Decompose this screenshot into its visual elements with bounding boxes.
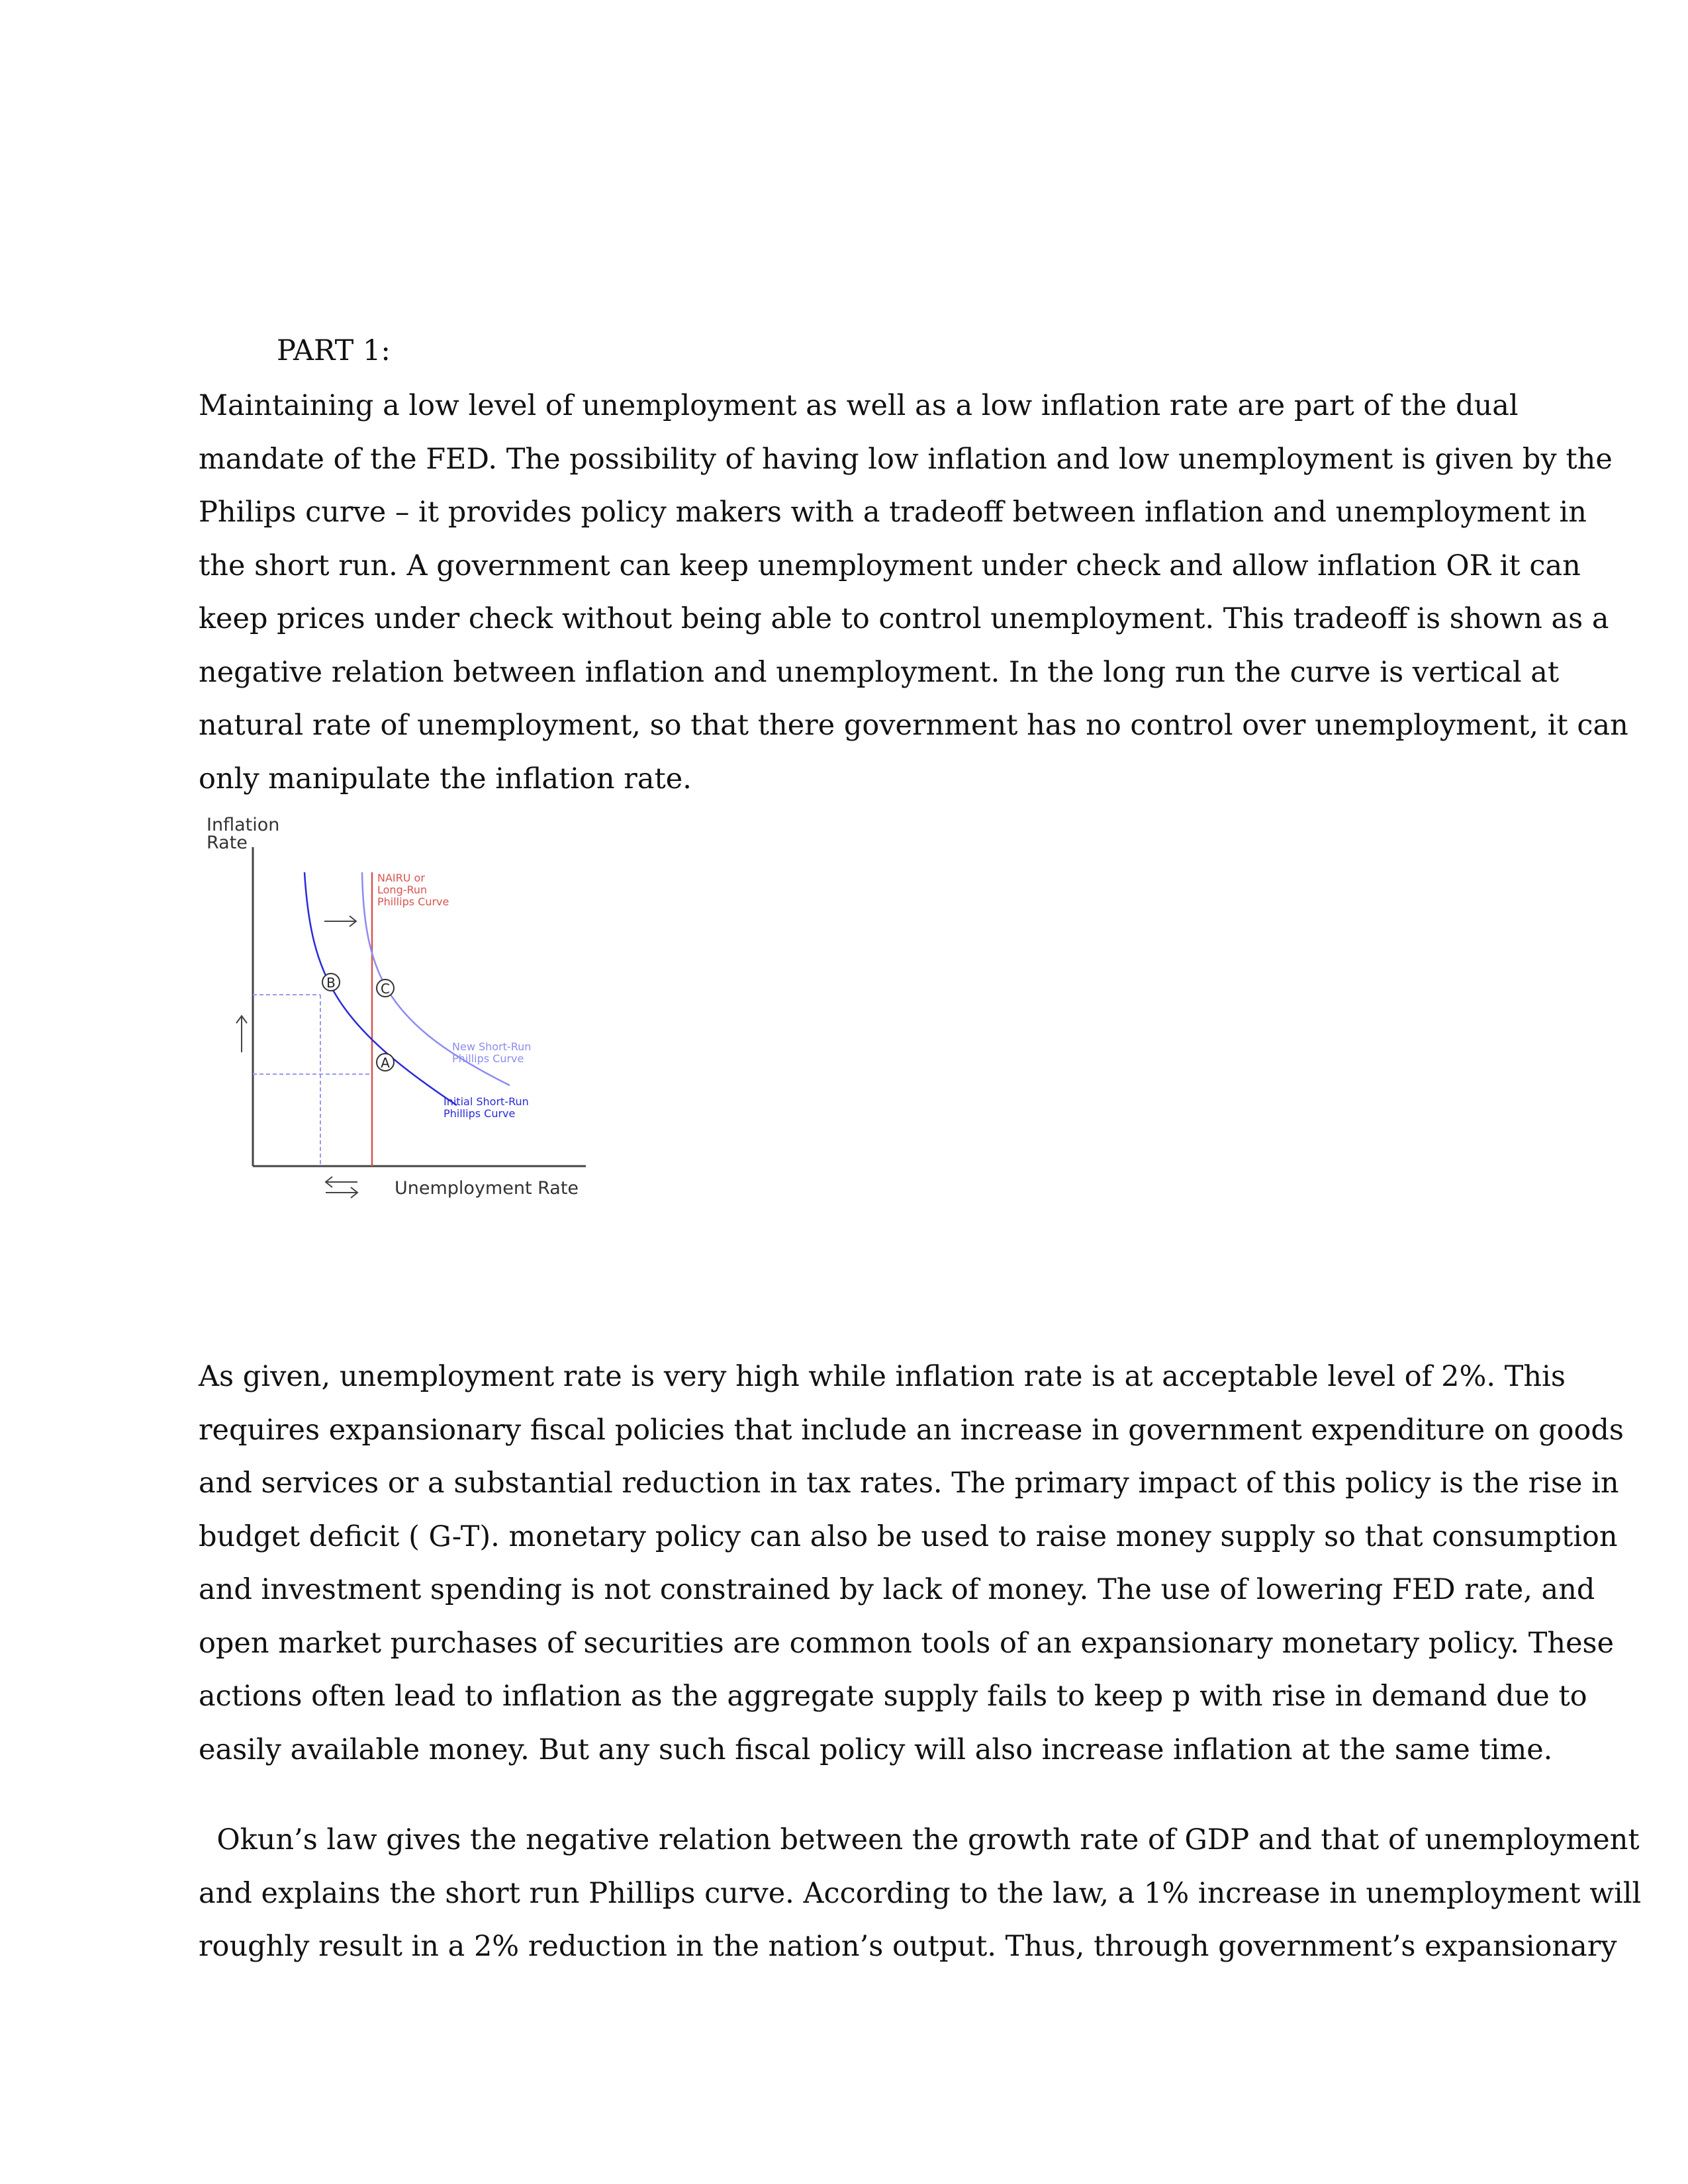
text-line: natural rate of unemployment, so that there government has no control over unemployment, it can — [199, 709, 1628, 742]
text-line: budget deficit ( G-T). monetary policy can also be used to raise money supply so that consumption — [199, 1520, 1618, 1553]
up-arrow-icon — [236, 1016, 247, 1052]
lrpc-label-line2: Long-Run — [377, 884, 428, 896]
initial-srpc-label-line1: Initial Short-Run — [444, 1095, 529, 1108]
text-line: and investment spending is not constrained by lack of money. The use of lowering FED rate, and — [199, 1573, 1595, 1606]
point-c — [377, 979, 394, 997]
text-line: actions often lead to inflation as the aggregate supply fails to keep p with rise in demand due to — [199, 1680, 1587, 1713]
text-line: Philips curve – it provides policy makers with a tradeoff between inflation and unemployment in — [199, 496, 1587, 529]
lrpc-label-line1: NAIRU or — [377, 872, 425, 884]
x-axis-label: Unemployment Rate — [395, 1178, 579, 1199]
text-line: roughly result in a 2% reduction in the nation’s output. Thus, through government’s expansionary — [199, 1930, 1617, 1963]
paragraph-expansionary-policy — [199, 1350, 1624, 1776]
text-line: open market purchases of securities are common tools of an expansionary monetary policy. These — [199, 1626, 1615, 1660]
phillips-curve-figure — [199, 807, 616, 1218]
point-b-label: B — [326, 975, 336, 991]
text-line: easily available money. But any such fiscal policy will also increase inflation at the same time. — [199, 1733, 1553, 1766]
text-line: only manipulate the inflation rate. — [199, 762, 692, 796]
text-line: requires expansionary fiscal policies that include an increase in government expenditure on goods — [199, 1413, 1624, 1447]
point-a — [377, 1054, 394, 1071]
lrpc-label-line3: Phillips Curve — [377, 895, 449, 908]
phillips-curve-diagram — [199, 807, 616, 1218]
text-line: and explains the short run Phillips curve. According to the law, a 1% increase in unemployment will — [199, 1876, 1642, 1910]
text-line: and services or a substantial reduction in tax rates. The primary impact of this policy is the rise in — [199, 1467, 1619, 1500]
text-line: As given, unemployment rate is very high while inflation rate is at acceptable level of 2%. This — [199, 1360, 1566, 1393]
point-c-label: C — [381, 981, 390, 997]
text-line: keep prices under check without being able to control unemployment. This tradeoff is shown as a — [199, 602, 1609, 635]
paragraph-okuns-law — [199, 1813, 1642, 1974]
left-right-arrows-icon — [326, 1177, 357, 1198]
paragraph-phillips-intro — [199, 379, 1628, 805]
text-line: negative relation between inflation and unemployment. In the long run the curve is vertical at — [199, 655, 1560, 689]
new-srpc-label-line1: New Short-Run — [452, 1040, 532, 1053]
text-line: the short run. A government can keep unemployment under check and allow inflation OR it can — [199, 549, 1581, 582]
section-heading: PART 1: — [277, 334, 391, 367]
new-srpc-label-line2: Phillips Curve — [452, 1052, 524, 1065]
point-b — [322, 974, 340, 991]
y-axis-label-line2: Rate — [207, 833, 248, 853]
y-axis-label-line1: Inflation — [207, 815, 280, 835]
text-line: Okun’s law gives the negative relation between the growth rate of GDP and that of unemployment — [199, 1823, 1640, 1856]
initial-srpc-label-line2: Phillips Curve — [444, 1107, 516, 1120]
shift-right-arrow-icon — [324, 916, 356, 927]
point-a-label: A — [381, 1055, 390, 1071]
text-line: mandate of the FED. The possibility of having low inflation and low unemployment is given by the — [199, 442, 1613, 476]
text-line: Maintaining a low level of unemployment as well as a low inflation rate are part of the dual — [199, 389, 1519, 422]
